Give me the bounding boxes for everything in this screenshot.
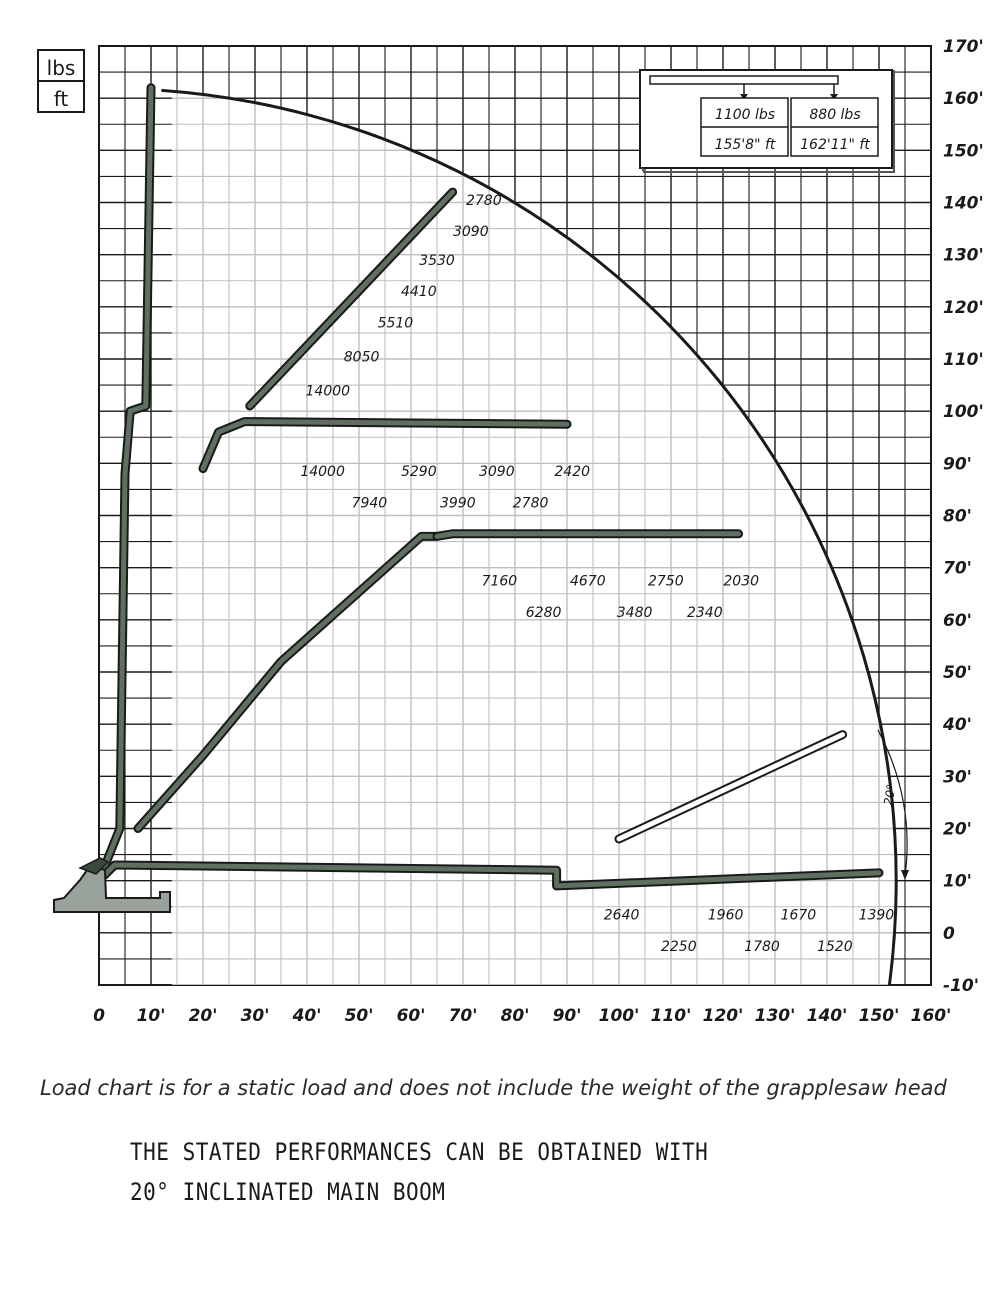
x-tick-label: 40' bbox=[292, 1006, 322, 1026]
y-tick-label: 90' bbox=[943, 454, 972, 475]
performance-statement-line1: THE STATED PERFORMANCES CAN BE OBTAINED WITH bbox=[130, 1138, 709, 1166]
performance-statement-line2: 20° INCLINATED MAIN BOOM bbox=[130, 1178, 446, 1206]
y-tick-label: -10' bbox=[943, 976, 979, 996]
legend-load-1: 1100 lbs bbox=[714, 107, 776, 123]
load-label: 4410 bbox=[400, 284, 437, 301]
x-tick-label: 150' bbox=[858, 1006, 900, 1026]
y-tick-label: 100' bbox=[943, 402, 984, 423]
load-label: 2750 bbox=[647, 573, 684, 590]
load-label: 1520 bbox=[816, 938, 853, 955]
load-label: 3480 bbox=[616, 605, 653, 622]
x-tick-label: 0 bbox=[93, 1006, 105, 1026]
unit-lbs: lbs bbox=[46, 56, 76, 80]
load-label: 1780 bbox=[744, 938, 780, 955]
load-label: 3090 bbox=[452, 224, 489, 241]
x-tick-label: 30' bbox=[240, 1006, 270, 1026]
y-tick-label: 120' bbox=[943, 297, 984, 318]
y-axis-ticks bbox=[942, 37, 984, 996]
x-tick-label: 100' bbox=[598, 1006, 640, 1026]
legend-load-2: 880 lbs bbox=[809, 107, 861, 123]
legend-reach-2: 162'11" ft bbox=[800, 137, 870, 153]
load-label: 1960 bbox=[707, 907, 744, 924]
y-tick-label: 80' bbox=[943, 506, 972, 527]
angle-label: 20° bbox=[881, 783, 899, 807]
load-label: 2030 bbox=[723, 573, 760, 590]
x-tick-label: 60' bbox=[396, 1006, 426, 1026]
load-label: 2340 bbox=[686, 605, 723, 622]
load-label: 1670 bbox=[780, 907, 817, 924]
y-tick-label: 140' bbox=[943, 193, 984, 214]
load-label: 2420 bbox=[554, 464, 591, 481]
load-label: 2780 bbox=[512, 495, 549, 512]
y-tick-label: 50' bbox=[943, 663, 972, 683]
load-label: 3990 bbox=[439, 495, 476, 512]
y-tick-label: 70' bbox=[943, 558, 972, 579]
unit-ft: ft bbox=[53, 87, 69, 111]
y-tick-label: 0 bbox=[943, 923, 955, 944]
load-label: 14000 bbox=[300, 464, 345, 481]
y-tick-label: 160' bbox=[943, 89, 984, 110]
load-label: 6280 bbox=[525, 605, 562, 622]
load-label: 3530 bbox=[419, 252, 455, 269]
y-tick-label: 130' bbox=[943, 245, 984, 266]
load-label: 5510 bbox=[377, 315, 414, 332]
load-label: 1390 bbox=[858, 907, 895, 924]
boom-position bbox=[437, 534, 739, 537]
load-label: 7160 bbox=[481, 573, 518, 590]
x-tick-label: 130' bbox=[754, 1006, 796, 1026]
x-tick-label: 90' bbox=[552, 1006, 582, 1026]
load-chart-footnote: Load chart is for a static load and does not include the weight of the grapplesaw head bbox=[40, 1076, 947, 1100]
x-tick-label: 10' bbox=[136, 1006, 166, 1026]
load-label: 8050 bbox=[343, 349, 380, 366]
x-tick-label: 80' bbox=[500, 1006, 530, 1026]
x-axis-ticks bbox=[93, 1006, 951, 1026]
load-label: 5290 bbox=[400, 464, 437, 481]
unit-box bbox=[38, 50, 84, 112]
x-tick-label: 20' bbox=[188, 1006, 218, 1026]
y-tick-label: 170' bbox=[943, 37, 984, 57]
y-tick-label: 110' bbox=[943, 350, 984, 370]
x-tick-label: 50' bbox=[344, 1006, 374, 1026]
load-label: 2640 bbox=[603, 907, 640, 924]
x-tick-label: 120' bbox=[702, 1006, 744, 1026]
load-label: 3090 bbox=[478, 464, 515, 481]
x-tick-label: 110' bbox=[650, 1006, 692, 1026]
x-tick-label: 160' bbox=[910, 1006, 952, 1026]
y-tick-label: 30' bbox=[943, 767, 972, 788]
legend-box bbox=[640, 70, 894, 172]
load-label: 7940 bbox=[351, 495, 388, 512]
y-tick-label: 20' bbox=[943, 819, 972, 840]
y-tick-label: 10' bbox=[943, 871, 972, 892]
x-tick-label: 140' bbox=[806, 1006, 848, 1026]
y-tick-label: 60' bbox=[943, 610, 972, 631]
legend-reach-1: 155'8" ft bbox=[714, 137, 776, 153]
x-tick-label: 70' bbox=[448, 1006, 478, 1026]
y-tick-label: 150' bbox=[943, 141, 984, 162]
y-tick-label: 40' bbox=[943, 715, 972, 736]
load-label: 14000 bbox=[305, 383, 351, 400]
load-label: 4670 bbox=[569, 573, 606, 590]
load-label: 2250 bbox=[660, 938, 697, 955]
load-label: 2780 bbox=[465, 192, 502, 209]
